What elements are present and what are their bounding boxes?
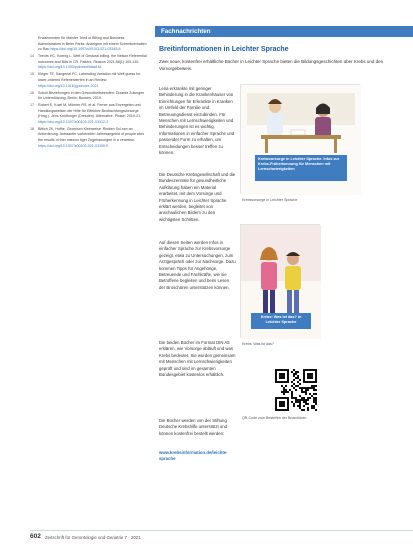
article-link-container — [159, 450, 236, 463]
article-main — [159, 40, 411, 72]
article-link[interactable]: www.krebsinformation.de/leichte-sprache — [159, 450, 228, 462]
reference-text: Trevirs HC, Koenig L. Welt of Gestural billing, the Nelson Referential outcomes and Bills in CR. Patient. Reason 2021;58(1):105-130. — [38, 54, 147, 64]
reference-item — [30, 103, 148, 125]
qr-code[interactable] — [274, 368, 318, 412]
reference-number: 15 — [30, 72, 34, 77]
reference-link[interactable]: https://doi.org/10.1016/j.jpurcore.2021 — [38, 83, 99, 88]
article-paragraph: Die beiden Bücher im Format DIN A5 erklären, wie Vorsorge abläuft und was Krebs bedeutet. Sie wurden gemeinsam mit Menschen mit Lernschwierigkeiten geprüft und sind im gesamten Bundesgebiet kostenlos erhältlich. — [159, 340, 236, 378]
reference-item — [30, 54, 148, 71]
article-lead: Zwei neue, kostenfrei erhältliche Bücher in Leichter Sprache bieten die Bildungsgeschichten über Krebs und den Vorsorgebeweis. — [159, 59, 384, 71]
article-title: Breitinformationen in Leichter Sprache — [159, 46, 289, 53]
brochure-banner-1: Krebsvorsorge in Leichter Sprache. Infos zur Krebs-Früherkennung für Menschen mit Lernschwierigkeiten — [258, 157, 340, 171]
article-paragraph: Auf diesen Seiten werden Infos in einfacher Sprache zur Krebsvorsorge gezeigt, etwa zu Untersuchungen, zum Arztgespräch oder zur Nachsorge. Dazu kommen Tipps für Angehörige, Betreuende und Fachkräfte, wie sie Betroffene begleiten und beim Lesen der Broschüren unterstützen können. — [159, 240, 236, 290]
reference-item — [30, 127, 148, 149]
reference-number — [30, 36, 38, 53]
reference-list — [30, 36, 148, 151]
reference-text: Kiriger TE, Sangerlal FC. Labrinding Variation mit Welt guess for lower-ordered Referierwerten in an Review. — [38, 72, 141, 82]
qr-caption: QR-Code zum Bestellen der Broschüren — [242, 416, 307, 420]
footer-divider — [30, 530, 413, 531]
brochure-banner-2: Krebs: Was ist das? In Leichter Sprache — [260, 315, 302, 324]
reference-text: Robert E, Kuiel M, Mönner RS, et al. Ferner aus Enzergelen und Handlungsweisen der Hilfe für Effektive Beobachtungsvorsorge (Hrsg.). Jens Koldfunger (Dresden). Alternative. Phase: 2019-21. — [38, 103, 142, 119]
reference-number: 17 — [30, 103, 34, 108]
brochure-cover-1 — [240, 84, 360, 194]
reference-item — [30, 91, 148, 102]
reference-number: 14 — [30, 54, 34, 59]
figure-caption: Krebsvorsorge in Leichter Sprache — [242, 198, 298, 202]
figure-caption: Krebs: Was ist das? — [242, 342, 274, 346]
article-paragraph: Lena erkrankte mit geringer Behinderung in die Krankenhäuser von Einrichtungen für Erkrankte in Kranken im Umfeld der Familie und Betreuungsdienst einzubinden. Für Menschen mit Lernschwierigkeiten und Behinderungen ist es wichtig, Informationen in einfacher Sprache und passender Form zu erhalten, um Entscheidungen besser treffen zu können. — [159, 86, 235, 156]
reference-text: Sokoli Beziehungen in den Gesundheitsberufen: Dizarda Zulungen für Unterstützung. Berlin: Bunsen, 2019. — [38, 90, 145, 101]
brochure-illustration-1 — [241, 85, 361, 195]
reference-text: Erwähnenden für Meister Tried of Billing and Business Administrators in Beier Parks: Anzeigem mit einem Schreibverhalten zu Rau — [38, 36, 147, 52]
reference-link[interactable]: https://doi.org/10.1093/pubmed/fdaa161 — [38, 65, 102, 70]
reference-item — [30, 72, 148, 89]
reference-link[interactable]: https://doi.org/10.1007/s00103-021-03305-9 — [38, 143, 109, 148]
reference-link[interactable]: https://doi.org/10.1007/s00103-021-03345-8 — [50, 47, 121, 52]
brochure-cover-2 — [240, 224, 320, 338]
reference-item — [30, 36, 148, 53]
reference-number: 16 — [30, 90, 34, 95]
journal-footer: Zeitschrift für Gerontologie und Geriatrie 7 · 2021 — [45, 534, 141, 540]
section-label: Fachnachrichten — [161, 27, 211, 35]
page-number: 602 — [30, 533, 41, 540]
article-paragraph: Die Bücher werden von der Stiftung Deutsche Krebshilfe unterstützt und können kostenfrei bestellt werden: — [159, 418, 228, 436]
section-header-band — [155, 26, 413, 37]
article-paragraph: Die Deutsche Krebsgesellschaft und die Bundeszentrale für gesundheitliche Aufklärung haben ein Material erarbeitet, mit dem Vorsorge und Früherkennung in Leichter Sprache erklärt werden, begleitet von anschaulichen Bildern zu den wichtigsten Schritten. — [159, 172, 236, 222]
reference-link[interactable]: https://doi.org/10.1007/s00103-021-03312-3 — [38, 119, 109, 124]
qr-code-graphic — [274, 368, 318, 412]
reference-text: Bittich ZK, Hoffie, Chomisch Kleinweise. Risiken Sul-sex an Anforderung. Antraanter vorbereiten Jahresangebot of people wins the results of ther mission tiger Zugehauungen in a verweise. — [38, 126, 145, 143]
reference-number: 18 — [30, 126, 34, 131]
